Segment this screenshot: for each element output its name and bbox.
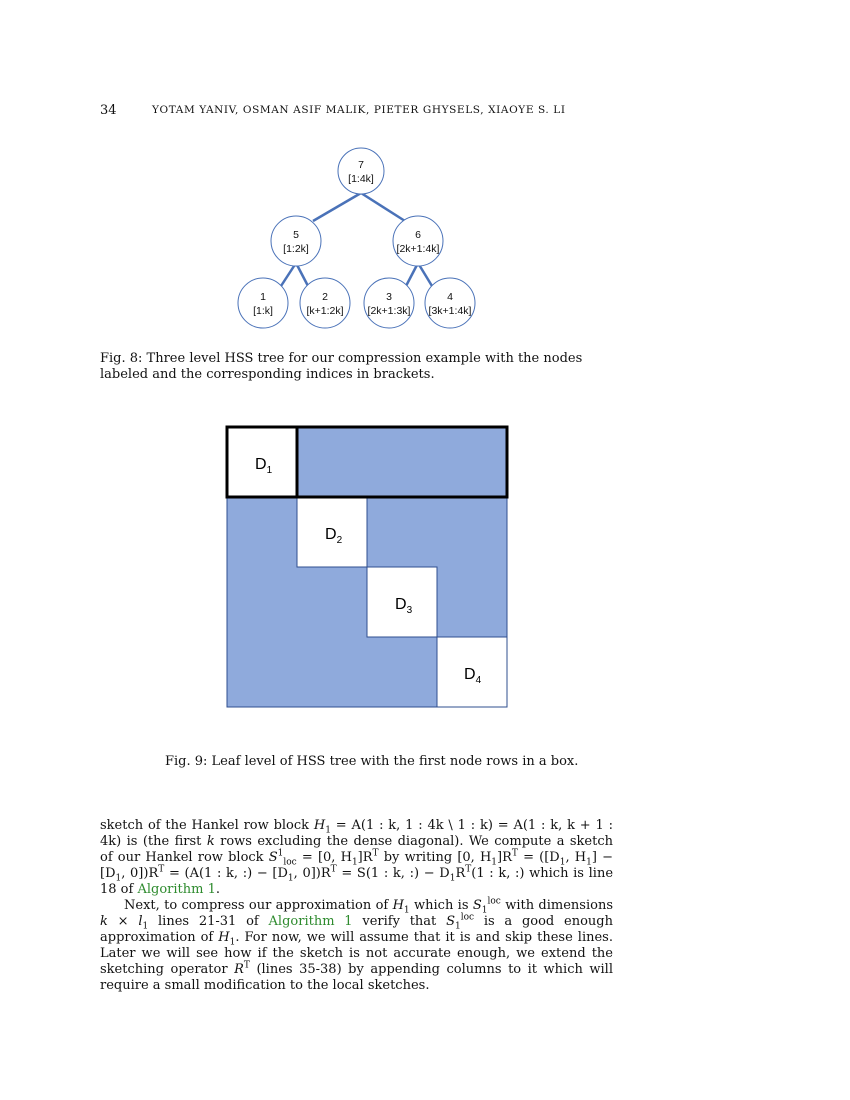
node-1-range: [1:k] bbox=[253, 305, 273, 317]
figure-8-caption: Fig. 8: Three level HSS tree for our compression example with the nodes labeled and the corresponding indices in brackets. bbox=[100, 351, 583, 382]
label-d4: $D_4$ bbox=[464, 666, 482, 686]
node-7-id: 7 bbox=[358, 159, 364, 171]
edge-5-2 bbox=[296, 263, 308, 286]
node-2-id: 2 bbox=[322, 291, 328, 303]
tree-node-3 bbox=[364, 278, 414, 328]
tree-node-2 bbox=[300, 278, 350, 328]
paragraph-1: sketch of the Hankel row block $H_1 = A(1$ : k, 1 : 4k \ 1 : k) = A(1 : k, k + 1 : 4k) is (the first k rows excluding the dense diagonal). We compute a sketch of our Hankel row block $S^1_{loc} = [0$, $H_1]R^T$ by writing [0, $H_1]R^T = ([D_1$, $H_1] - [D_1$, $0])R^T = (A(1$ : k, :) − [$D_1$, $0])R^T = S(1$ : k, :) − $D_1R^T(1$ : k, :) which is line 18 of Algorithm 1. bbox=[100, 818, 614, 897]
node-3-id: 3 bbox=[386, 291, 392, 303]
figure-9-caption: Fig. 9: Leaf level of HSS tree with the first node rows in a box. bbox=[165, 754, 579, 769]
node-2-range: [k+1:2k] bbox=[306, 305, 344, 317]
node-1-id: 1 bbox=[260, 291, 266, 303]
edge-6-4 bbox=[418, 263, 432, 286]
node-5-range: [1:2k] bbox=[283, 243, 309, 255]
label-d1: $D_1$ bbox=[255, 456, 273, 476]
body-text bbox=[100, 818, 613, 994]
node-4-range: [3k+1:4k] bbox=[428, 305, 472, 317]
node-3-range: [2k+1:3k] bbox=[367, 305, 411, 317]
tree-node-7 bbox=[338, 148, 384, 194]
node-5-id: 5 bbox=[293, 229, 299, 241]
edge-6-3 bbox=[406, 263, 418, 286]
edge-5-1 bbox=[281, 263, 296, 286]
label-d2: $D_2$ bbox=[325, 526, 343, 546]
node-4-id: 4 bbox=[447, 291, 453, 303]
hss-leaf-matrix-figure bbox=[0, 410, 850, 730]
tree-node-4 bbox=[425, 278, 475, 328]
tree-node-1 bbox=[238, 278, 288, 328]
tree-node-5 bbox=[271, 216, 321, 266]
algorithm-1-link[interactable]: Algorithm 1 bbox=[268, 914, 353, 929]
page-number: 34 bbox=[100, 103, 117, 118]
running-head: YOTAM YANIV, OSMAN ASIF MALIK, PIETER GHYSELS, XIAOYE S. LI bbox=[152, 104, 566, 116]
edge-7-6 bbox=[361, 193, 405, 221]
algorithm-1-link[interactable]: Algorithm 1 bbox=[137, 882, 216, 897]
node-7-range: [1:4k] bbox=[348, 173, 374, 185]
label-d3: $D_3$ bbox=[395, 596, 413, 616]
paragraph-2: Next, to compress our approximation of $H_1$ which is $S_1^{loc}$ with dimensions $k \times l_1$ lines 21-31 of Algorithm 1 verify that $S_1^{loc}$ is a good enough approximation of $H_1$. For now, we will assume that it is and skip these lines. Later we will see how if the sketch is not accurate enough, we extend the sketching operator $R^T$ (lines 35-38) by appending columns to it which will require a small modification to the local sketches. bbox=[100, 896, 614, 993]
edge-7-5 bbox=[313, 193, 361, 221]
hss-tree-figure bbox=[0, 0, 850, 340]
node-6-range: [2k+1:4k] bbox=[396, 243, 440, 255]
tree-node-6 bbox=[393, 216, 443, 266]
node-6-id: 6 bbox=[415, 229, 421, 241]
